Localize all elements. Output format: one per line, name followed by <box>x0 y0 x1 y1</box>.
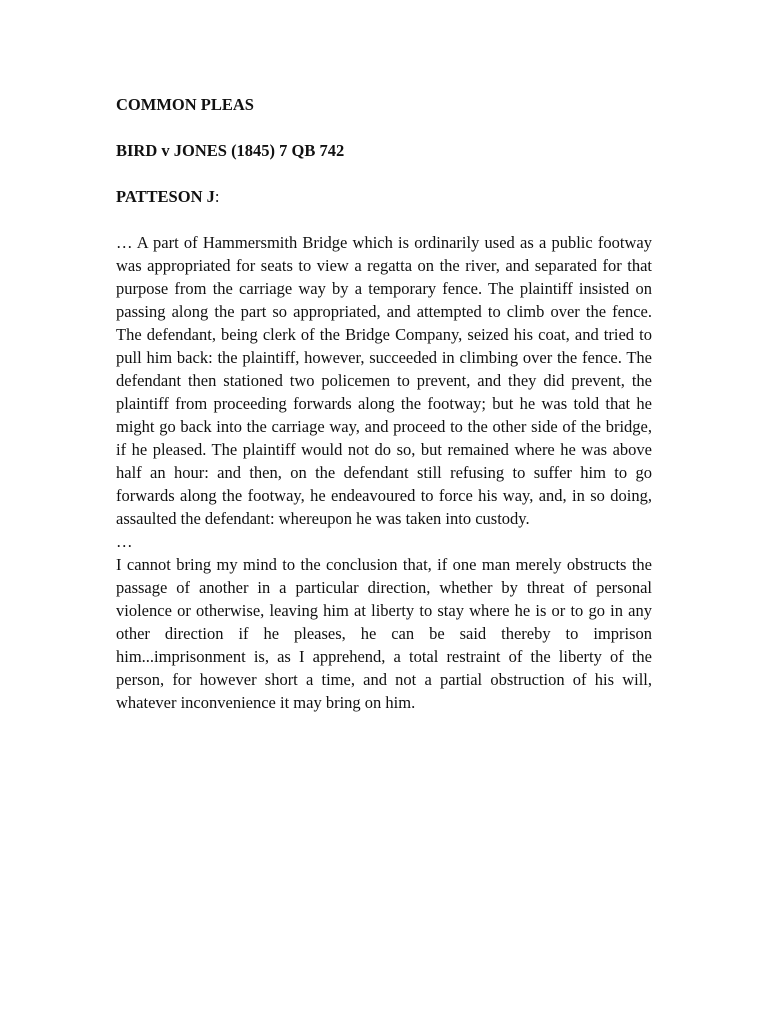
document-page <box>116 93 652 714</box>
facts-paragraph: … A part of Hammersmith Bridge which is ordinarily used as a public footway was appropriated for seats to view a regatta on the river, and separated for that purpose from the carriage way by a temporary fence. The plaintiff insisted on passing along the part so appropriated, and attempted to climb over the fence. The defendant, being clerk of the Bridge Company, seized his coat, and tried to pull him back: the plaintiff, however, succeeded in climbing over the fence. The defendant then stationed two policemen to prevent, and they did prevent, the plaintiff from proceeding forwards along the footway; but he was told that he might go back into the carriage way, and proceed to the other side of the bridge, if he pleased. The plaintiff would not do so, but remained where he was above half an hour: and then, on the defendant still refusing to suffer him to go forwards along the footway, he endeavoured to force his way, and, in so doing, assaulted the defendant: whereupon he was taken into custody. <box>116 233 652 528</box>
judge-colon: : <box>214 187 220 206</box>
case-citation: BIRD v JONES (1845) 7 QB 742 <box>116 141 345 160</box>
court-heading: COMMON PLEAS <box>116 95 254 114</box>
judge-name: PATTESON J <box>116 187 215 206</box>
judgment-paragraph: I cannot bring my mind to the conclusion that, if one man merely obstructs the passage of another in a particular direction, whether by threat of personal violence or otherwise, leaving him at liberty to stay where he is or to go in any other direction if he pleases, he can be said thereby to imprison him...imprisonment is, as I apprehend, a total restraint of the liberty of the person, for however short a time, and not a partial obstruction of his will, whatever inconvenience it may bring on him. <box>116 555 652 712</box>
judge-heading <box>116 185 652 208</box>
ellipsis-line: … <box>116 532 133 551</box>
